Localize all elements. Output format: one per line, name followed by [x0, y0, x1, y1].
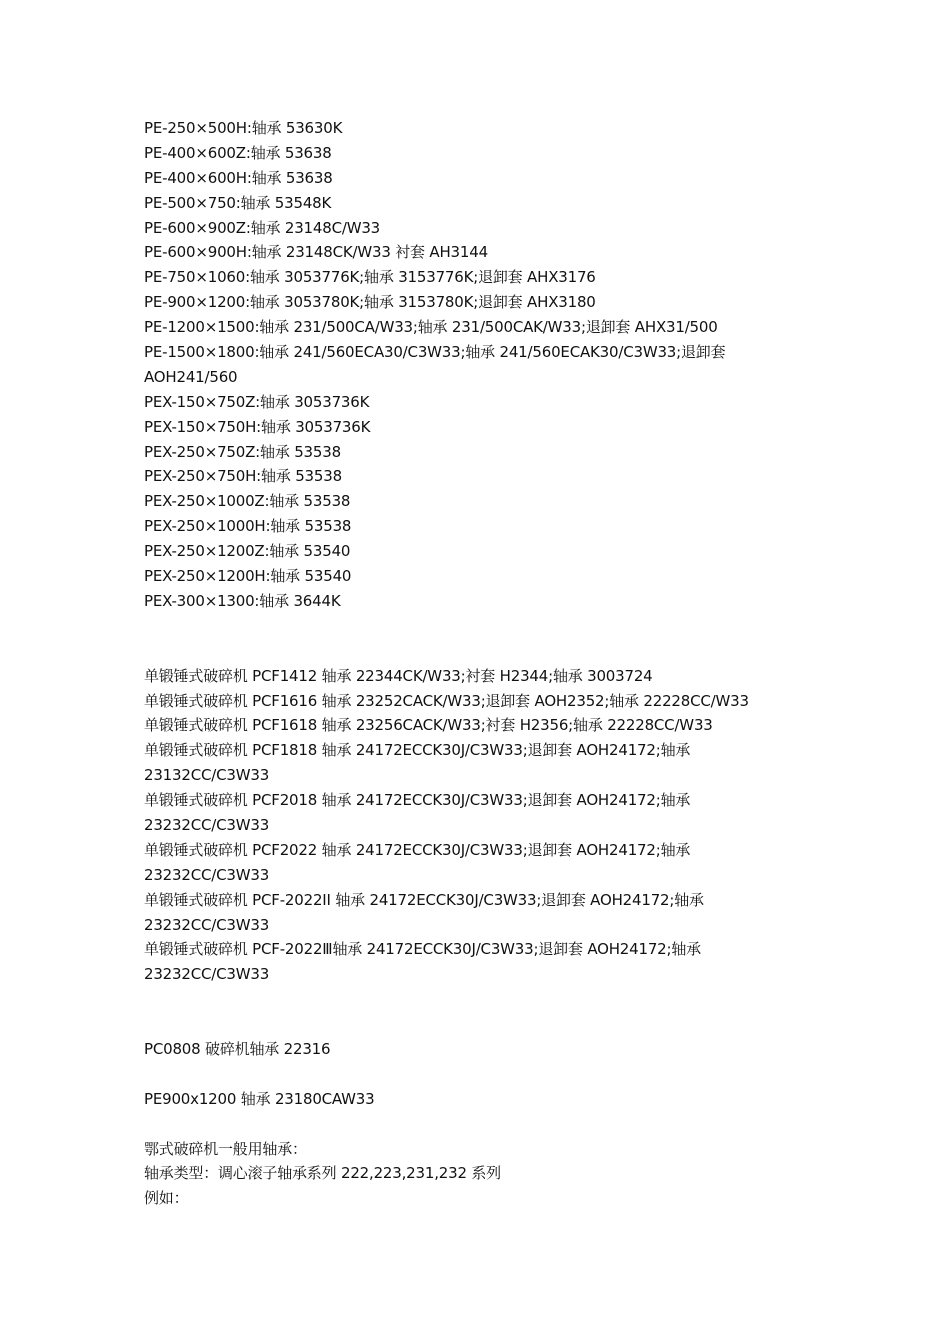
text-line: PEX-250×750H:轴承 53538 — [144, 467, 342, 486]
text-line: PE-900×1200:轴承 3053780K;轴承 3153780K;退卸套 AHX3180 — [144, 293, 596, 312]
text-line: 鄂式破碎机一般用轴承： — [144, 1139, 307, 1158]
text-line: PEX-250×1200Z:轴承 53540 — [144, 542, 351, 561]
document-body — [144, 116, 784, 1211]
text-line: 单锻锤式破碎机 PCF1412 轴承 22344CK/W33;衬套 H2344;轴承 3003724 — [144, 666, 653, 685]
hammer-crusher-bearing-list — [144, 664, 784, 988]
text-line: 23232CC/C3W33 — [144, 965, 270, 984]
text-line: PE900x1200 轴承 23180CAW33 — [144, 1089, 375, 1108]
text-line: 23232CC/C3W33 — [144, 915, 270, 934]
text-line: 单锻锤式破碎机 PCF1818 轴承 24172ECCK30J/C3W33;退卸套 AOH24172;轴承 — [144, 741, 691, 760]
text-line: 单锻锤式破碎机 PCF1616 轴承 23252CACK/W33;退卸套 AOH2352;轴承 22228CC/W33 — [144, 691, 749, 710]
text-line: PEX-250×1200H:轴承 53540 — [144, 567, 352, 586]
text-line: PE-750×1060:轴承 3053776K;轴承 3153776K;退卸套 AHX3176 — [144, 268, 596, 287]
text-line: 单锻锤式破碎机 PCF-2022II 轴承 24172ECCK30J/C3W33;退卸套 AOH24172;轴承 — [144, 890, 704, 909]
jaw-crusher-bearing-list — [144, 116, 784, 614]
text-line: PE-600×900Z:轴承 23148C/W33 — [144, 218, 381, 237]
text-line: PE-250×500H:轴承 53630K — [144, 119, 343, 137]
text-line: 单锻锤式破碎机 PCF-2022Ⅲ轴承 24172ECCK30J/C3W33;退卸套 AOH24172;轴承 — [144, 940, 701, 959]
pc0808-paragraph — [144, 1037, 784, 1062]
text-line: 单锻锤式破碎机 PCF2018 轴承 24172ECCK30J/C3W33;退卸套 AOH24172;轴承 — [144, 791, 691, 810]
text-line: 例如： — [144, 1189, 189, 1208]
text-line: PE-1500×1800:轴承 241/560ECA30/C3W33;轴承 241/560ECAK30/C3W33;退卸套 — [144, 343, 726, 362]
text-line: AOH241/560 — [144, 367, 238, 386]
text-line: PEX-150×750Z:轴承 3053736K — [144, 392, 370, 411]
text-line: PE-600×900H:轴承 23148CK/W33 衬套 AH3144 — [144, 243, 488, 262]
text-line: 23232CC/C3W33 — [144, 865, 270, 884]
text-line: PEX-250×1000Z:轴承 53538 — [144, 492, 351, 511]
text-line: PE-1200×1500:轴承 231/500CA/W33;轴承 231/500CAK/W33;退卸套 AHX31/500 — [144, 318, 718, 337]
text-line: PE-400×600Z:轴承 53638 — [144, 143, 332, 162]
text-line: PE-400×600H:轴承 53638 — [144, 168, 333, 187]
text-line: PEX-300×1300:轴承 3644K — [144, 591, 341, 610]
text-line: 单锻锤式破碎机 PCF1618 轴承 23256CACK/W33;衬套 H2356;轴承 22228CC/W33 — [144, 716, 713, 735]
text-line: 23232CC/C3W33 — [144, 815, 270, 834]
text-line: PEX-150×750H:轴承 3053736K — [144, 417, 371, 436]
text-line: PE-500×750:轴承 53548K — [144, 193, 332, 212]
text-line: 23132CC/C3W33 — [144, 766, 270, 785]
text-line: PC0808 破碎机轴承 22316 — [144, 1039, 331, 1058]
general-bearing-note — [144, 1137, 784, 1212]
text-line: 单锻锤式破碎机 PCF2022 轴承 24172ECCK30J/C3W33;退卸套 AOH24172;轴承 — [144, 840, 691, 859]
text-line: PEX-250×750Z:轴承 53538 — [144, 442, 341, 461]
text-line: PEX-250×1000H:轴承 53538 — [144, 517, 352, 536]
text-line: 轴承类型：调心滚子轴承系列 222,223,231,232 系列 — [144, 1164, 501, 1183]
pe900-paragraph — [144, 1087, 784, 1112]
